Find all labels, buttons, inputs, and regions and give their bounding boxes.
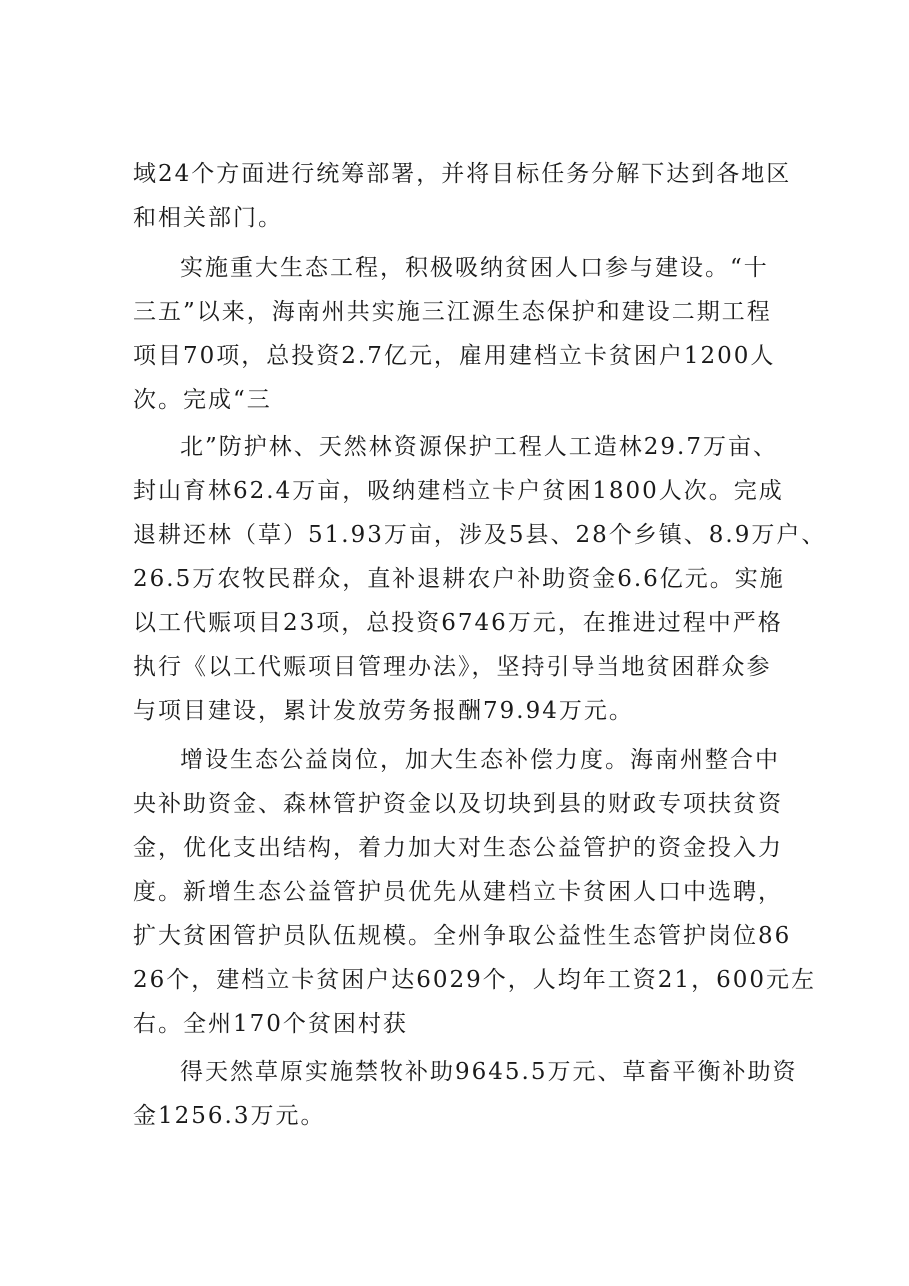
paragraph-first-line: 实施重大生态工程，积极吸纳贫困人口参与建设。“十	[180, 255, 769, 281]
text-line: 26个，建档立卡贫困户达6029个，人均年工资21，600元左	[133, 967, 816, 993]
text-line: 项目70项，总投资2.7亿元，雇用建档立卡贫困户1200人	[133, 343, 776, 369]
paragraph-first-line: 增设生态公益岗位，加大生态补偿力度。海南州整合中	[180, 747, 780, 773]
text-line: 与项目建设，累计发放劳务报酬79.94万元。	[133, 698, 634, 724]
text-line: 执行《以工代赈项目管理办法》，坚持引导当地贫困群众参	[133, 654, 772, 680]
text-line: 三五”以来，海南州共实施三江源生态保护和建设二期工程	[133, 299, 772, 325]
text-line: 右。全州170个贫困村获	[133, 1011, 408, 1037]
text-line: 度。新增生态公益管护员优先从建档立卡贫困人口中选聘，	[133, 879, 783, 905]
text-line: 封山育林62.4万亩，吸纳建档立卡户贫困1800人次。完成	[133, 478, 784, 504]
text-line: 和相关部门。	[133, 205, 283, 231]
text-line: 央补助资金、森林管护资金以及切块到县的财政专项扶贫资	[133, 791, 783, 817]
text-line: 金1256.3万元。	[133, 1103, 326, 1129]
text-line: 金，优化支出结构，着力加大对生态公益管护的资金投入力	[133, 835, 783, 861]
text-line: 次。完成“三	[133, 387, 272, 413]
text-line: 26.5万农牧民群众，直补退耕农户补助资金6.6亿元。实施	[133, 566, 785, 592]
text-line: 以工代赈项目23项，总投资6746万元，在推进过程中严格	[133, 610, 783, 636]
text-line: 退耕还林（草）51.93万亩，涉及5县、28个乡镇、8.9万户、	[133, 522, 827, 548]
text-line: 扩大贫困管护员队伍规模。全州争取公益性生态管护岗位86	[133, 923, 792, 949]
paragraph-first-line: 北”防护林、天然林资源保护工程人工造林29.7万亩、	[180, 434, 778, 460]
text-line: 域24个方面进行统筹部署，并将目标任务分解下达到各地区	[133, 161, 792, 187]
paragraph-first-line: 得天然草原实施禁牧补助9645.5万元、草畜平衡补助资	[180, 1059, 798, 1085]
